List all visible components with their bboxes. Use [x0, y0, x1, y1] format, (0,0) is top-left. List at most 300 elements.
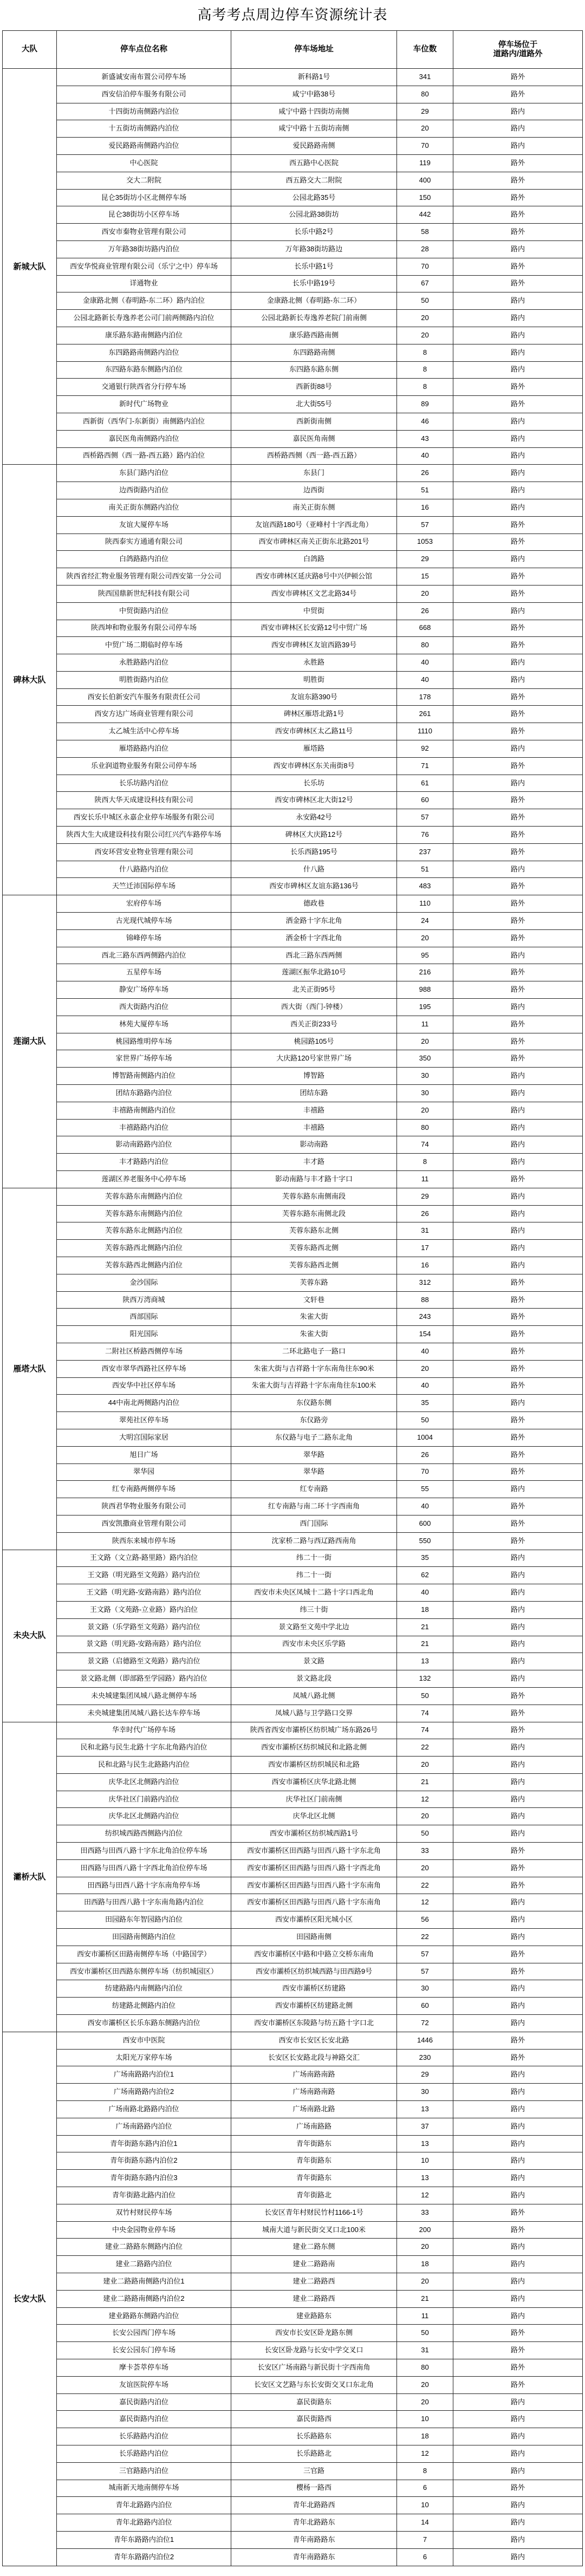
address-cell: 广场南路北路 [231, 2101, 397, 2118]
spot-name-cell: 嘉民街路内泊位 [57, 2394, 231, 2411]
spaces-cell: 29 [397, 103, 453, 121]
spaces-cell: 26 [397, 1447, 453, 1464]
spot-name-cell: 三官路路内泊位 [57, 2463, 231, 2480]
location-cell: 路外 [453, 2342, 583, 2359]
location-cell: 路外 [453, 224, 583, 241]
spot-name-cell: 天竺迁沛国际停车场 [57, 878, 231, 895]
address-cell: 东四路东路东侧 [231, 362, 397, 379]
address-cell: 丰才路 [231, 1154, 397, 1171]
location-cell: 路外 [453, 706, 583, 723]
address-cell: 莲湖区振华北路10号 [231, 964, 397, 981]
spot-name-cell: 芙蓉东路东南侧路内泊位 [57, 1206, 231, 1223]
spot-name-cell: 未央城建集团凤城八路长达车停车场 [57, 1705, 231, 1722]
location-cell: 路外 [453, 689, 583, 706]
spot-name-cell: 西安市灞桥区田路南侧停车场（中路国学） [57, 1946, 231, 1963]
location-cell: 路内 [453, 672, 583, 689]
spot-name-cell: 建业路路东侧路内泊位 [57, 2308, 231, 2325]
location-cell: 路外 [453, 258, 583, 276]
address-cell: 景文路至文苑中学北边 [231, 1619, 397, 1636]
address-cell: 洒金桥十字西北角 [231, 930, 397, 947]
spaces-cell: 20 [397, 1033, 453, 1051]
spaces-cell: 18 [397, 1602, 453, 1619]
spot-name-cell: 长安公园东门停车场 [57, 2342, 231, 2359]
spaces-cell: 11 [397, 1171, 453, 1188]
location-cell: 路内 [453, 2066, 583, 2084]
location-cell: 路内 [453, 2308, 583, 2325]
spaces-cell: 20 [397, 1361, 453, 1378]
location-cell: 路外 [453, 723, 583, 740]
spot-name-cell: 雁塔路路内泊位 [57, 740, 231, 758]
address-cell: 新科路1号 [231, 69, 397, 86]
spot-name-cell: 家世界广场停车场 [57, 1050, 231, 1068]
spaces-cell: 13 [397, 2170, 453, 2187]
spot-name-cell: 爱民路路南侧路内泊位 [57, 138, 231, 155]
spot-name-cell: 西部国际 [57, 1309, 231, 1326]
spot-name-cell: 锦峰停车场 [57, 930, 231, 947]
location-cell: 路外 [453, 2032, 583, 2050]
location-cell: 路内 [453, 1998, 583, 2015]
location-cell: 路外 [453, 964, 583, 981]
address-cell: 长乐路路北 [231, 2445, 397, 2463]
location-cell: 路外 [453, 206, 583, 224]
spot-name-cell: 中央金园物业停车场 [57, 2222, 231, 2239]
spot-name-cell: 青年东路路内泊位2 [57, 2549, 231, 2566]
address-cell: 青年北路路西 [231, 2497, 397, 2514]
address-cell: 西安市碑林区友谊东路136号 [231, 878, 397, 895]
address-cell: 友谊东路390号 [231, 689, 397, 706]
location-cell: 路外 [453, 981, 583, 999]
address-cell: 文轩巷 [231, 1292, 397, 1309]
spaces-cell: 21 [397, 2291, 453, 2308]
address-cell: 长乐中路19号 [231, 276, 397, 293]
location-cell: 路内 [453, 1102, 583, 1120]
brigade-cell: 未央大队 [3, 1550, 57, 1722]
address-cell: 长乐中路1号 [231, 258, 397, 276]
location-cell: 路外 [453, 2204, 583, 2222]
location-cell: 路内 [453, 482, 583, 499]
address-cell: 长安区广场南路与新民街十字西南角 [231, 2359, 397, 2377]
location-cell: 路外 [453, 1515, 583, 1533]
spaces-cell: 20 [397, 120, 453, 138]
spot-name-cell: 十五街坊南侧路内泊位 [57, 120, 231, 138]
address-cell: 建业二路东侧 [231, 2239, 397, 2256]
location-cell: 路内 [453, 1068, 583, 1085]
spot-name-cell: 新时代广场物业 [57, 396, 231, 413]
spot-name-cell: 桃园路维明停车场 [57, 1033, 231, 1051]
spaces-cell: 30 [397, 1980, 453, 1998]
address-cell: 青年北路路东 [231, 2514, 397, 2532]
spaces-cell: 40 [397, 672, 453, 689]
spaces-cell: 178 [397, 689, 453, 706]
address-cell: 凤城八路北侧 [231, 1688, 397, 1705]
spot-name-cell: 青年北路路内泊位 [57, 2497, 231, 2514]
spaces-cell: 26 [397, 603, 453, 620]
location-cell: 路外 [453, 930, 583, 947]
spaces-cell: 400 [397, 172, 453, 190]
spot-name-cell: 西安信泊停车服务有限公司 [57, 86, 231, 103]
spot-name-cell: 莲湖区养老服务中心停车场 [57, 1171, 231, 1188]
brigade-cell: 雁塔大队 [3, 1188, 57, 1550]
spot-name-cell: 陕西君华物业服务有限公司 [57, 1498, 231, 1515]
address-cell: 西新街南侧 [231, 413, 397, 431]
location-cell: 路外 [453, 1447, 583, 1464]
address-cell: 广场南路南路 [231, 2066, 397, 2084]
spot-name-cell: 边西街路内泊位 [57, 482, 231, 499]
spot-name-cell: 友谊大厦停车场 [57, 517, 231, 534]
brigade-cell: 长安大队 [3, 2032, 57, 2566]
spot-name-cell: 西安凯撒商业管理有限公司 [57, 1515, 231, 1533]
location-cell: 路外 [453, 1688, 583, 1705]
spaces-cell: 8 [397, 362, 453, 379]
spaces-cell: 243 [397, 1309, 453, 1326]
location-cell: 路外 [453, 586, 583, 603]
spot-name-cell: 大明宫国际家居 [57, 1429, 231, 1447]
address-cell: 二环北路电子一路口 [231, 1343, 397, 1361]
spot-name-cell: 交通银行陕西省分行停车场 [57, 379, 231, 396]
spaces-cell: 50 [397, 1825, 453, 1843]
address-cell: 西安市未央区凤城十二路十字口西北角 [231, 1584, 397, 1602]
location-cell: 路外 [453, 827, 583, 844]
address-cell: 雁塔路 [231, 740, 397, 758]
spot-name-cell: 什八路路内泊位 [57, 861, 231, 879]
location-cell: 路内 [453, 292, 583, 310]
spaces-cell: 1446 [397, 2032, 453, 2050]
location-cell: 路内 [453, 1136, 583, 1154]
location-cell: 路外 [453, 1705, 583, 1722]
spot-name-cell: 西安市灞桥区长乐东路东侧路内泊位 [57, 2015, 231, 2032]
spaces-cell: 60 [397, 792, 453, 809]
spaces-cell: 22 [397, 1929, 453, 1946]
spaces-cell: 29 [397, 551, 453, 568]
address-cell: 丰禧路 [231, 1120, 397, 1137]
address-cell: 西安市碑林区东关南街8号 [231, 758, 397, 775]
location-cell: 路外 [453, 1429, 583, 1447]
spaces-cell: 216 [397, 964, 453, 981]
location-cell: 路外 [453, 620, 583, 638]
location-cell: 路内 [453, 603, 583, 620]
spot-name-cell: 民和北路与民生北路路内泊位 [57, 1757, 231, 1774]
location-cell: 路内 [453, 2428, 583, 2445]
address-cell: 北关正街95号 [231, 981, 397, 999]
spot-name-cell: 未央城建集团凤城八路北侧停车场 [57, 1688, 231, 1705]
location-cell: 路外 [453, 69, 583, 86]
address-cell: 西安市长安区卧龙路东侧 [231, 2325, 397, 2342]
spaces-cell: 11 [397, 2308, 453, 2325]
spot-name-cell: 西安华中社区停车场 [57, 1378, 231, 1395]
spaces-cell: 442 [397, 206, 453, 224]
address-cell: 东仪路与电子二路东北角 [231, 1429, 397, 1447]
spaces-cell: 40 [397, 654, 453, 672]
location-cell: 路外 [453, 1860, 583, 1877]
brigade-cell: 新城大队 [3, 69, 57, 465]
spot-name-cell: 王文路（文苑路-立业路）路内泊位 [57, 1602, 231, 1619]
address-cell: 西安市碑林区太乙路11号 [231, 723, 397, 740]
location-cell: 路内 [453, 1757, 583, 1774]
location-cell: 路外 [453, 637, 583, 654]
location-cell: 路内 [453, 1808, 583, 1825]
spot-name-cell: 太乙城生活中心停车场 [57, 723, 231, 740]
location-cell: 路外 [453, 844, 583, 861]
address-cell: 西安市灞桥区阳光城小区 [231, 1911, 397, 1929]
address-cell: 朱雀大街 [231, 1326, 397, 1343]
address-cell: 庆华社区门前南侧 [231, 1791, 397, 1809]
address-cell: 东县门 [231, 465, 397, 482]
address-cell: 广场南路路 [231, 2118, 397, 2136]
spaces-cell: 70 [397, 1464, 453, 1481]
address-cell: 纬二十一街 [231, 1567, 397, 1584]
spot-name-cell: 长安公园西门停车场 [57, 2325, 231, 2342]
spot-name-cell: 金康路北侧（春明路-东二环）路内泊位 [57, 292, 231, 310]
spaces-cell: 668 [397, 620, 453, 638]
address-cell: 长安区长安路北段与神路交汇 [231, 2050, 397, 2067]
header-location [453, 31, 583, 69]
spaces-cell: 312 [397, 1274, 453, 1292]
header-brigade [3, 31, 57, 69]
address-cell: 景文路北段 [231, 1670, 397, 1688]
address-cell: 长乐路路东 [231, 2428, 397, 2445]
spot-name-cell: 摩卡荟萃停车场 [57, 2359, 231, 2377]
spot-name-cell: 西安市翠华西路社区停车场 [57, 1361, 231, 1378]
address-cell: 景文路 [231, 1653, 397, 1670]
spaces-cell: 89 [397, 396, 453, 413]
spaces-cell: 51 [397, 482, 453, 499]
spot-name-cell: 王文路（明光路至文苑路）路内泊位 [57, 1567, 231, 1584]
address-cell: 芙蓉东路东南侧北段 [231, 1206, 397, 1223]
address-cell: 西安市灞桥区纺建路北侧 [231, 1998, 397, 2015]
address-cell: 田园路南侧 [231, 1929, 397, 1946]
location-cell: 路内 [453, 1636, 583, 1654]
spot-name-cell: 红专南路两侧停车场 [57, 1481, 231, 1498]
address-cell: 西安市长安区长安北路 [231, 2032, 397, 2050]
spaces-cell: 74 [397, 1705, 453, 1722]
location-cell: 路外 [453, 1033, 583, 1051]
location-cell: 路内 [453, 2273, 583, 2291]
spot-name-cell: 万年路38街坊路内泊位 [57, 241, 231, 258]
spaces-cell: 7 [397, 2532, 453, 2549]
spot-name-cell: 金沙国际 [57, 1274, 231, 1292]
spaces-cell: 26 [397, 1206, 453, 1223]
spaces-cell: 62 [397, 1567, 453, 1584]
location-cell: 路外 [453, 2222, 583, 2239]
spot-name-cell: 西安方达广场商业管理有限公司 [57, 706, 231, 723]
spaces-cell: 8 [397, 379, 453, 396]
location-cell: 路内 [453, 1653, 583, 1670]
spaces-cell: 61 [397, 775, 453, 792]
location-cell: 路内 [453, 1120, 583, 1137]
spot-name-cell: 纺织城西路西侧路内泊位 [57, 1825, 231, 1843]
spot-name-cell: 宏府停车场 [57, 895, 231, 913]
address-cell: 西关正街233号 [231, 1016, 397, 1033]
spot-name-cell: 丰禧路路内泊位 [57, 1120, 231, 1137]
spaces-cell: 15 [397, 568, 453, 586]
spot-name-cell: 芙蓉东路东南侧路内泊位 [57, 1188, 231, 1206]
address-cell: 博智路 [231, 1068, 397, 1085]
location-cell: 路内 [453, 465, 583, 482]
spaces-cell: 37 [397, 2118, 453, 2136]
spot-name-cell: 陕西东来城市停车场 [57, 1533, 231, 1550]
spot-name-cell: 西新街（西华门-东新街）南侧路内泊位 [57, 413, 231, 431]
spaces-cell: 57 [397, 809, 453, 827]
spot-name-cell: 芙蓉东路东北侧路内泊位 [57, 1222, 231, 1240]
spot-name-cell: 五星停车场 [57, 964, 231, 981]
spot-name-cell: 田西路与田西八路十字西北角泊位停车场 [57, 1860, 231, 1877]
location-cell: 路外 [453, 1963, 583, 1981]
address-cell: 影动南路 [231, 1136, 397, 1154]
spaces-cell: 95 [397, 947, 453, 965]
address-cell: 长安区文艺路与东长安街交叉口东北角 [231, 2377, 397, 2394]
spaces-cell: 8 [397, 2463, 453, 2480]
header-spot-name-label: 停车点位名称 [120, 45, 167, 54]
spaces-cell: 16 [397, 1257, 453, 1274]
spot-name-cell: 影动南路路内泊位 [57, 1136, 231, 1154]
address-cell: 咸宁中路十四街坊南侧 [231, 103, 397, 121]
spot-name-cell: 陕西省经汇物业服务管理有限公司西安第一分公司 [57, 568, 231, 586]
address-cell: 碑林区大庆路12号 [231, 827, 397, 844]
header-spaces [397, 31, 453, 69]
spaces-cell: 71 [397, 758, 453, 775]
spaces-cell: 341 [397, 69, 453, 86]
location-cell: 路内 [453, 1911, 583, 1929]
spaces-cell: 8 [397, 344, 453, 362]
address-cell: 大庆路120号家世界广场 [231, 1050, 397, 1068]
location-cell: 路外 [453, 1274, 583, 1292]
location-cell: 路内 [453, 1894, 583, 1911]
spot-name-cell: 东四路东路东侧路内泊位 [57, 362, 231, 379]
spaces-cell: 14 [397, 2514, 453, 2532]
page-title: 高考考点周边停车资源统计表 [197, 7, 388, 23]
spaces-cell: 261 [397, 706, 453, 723]
spot-name-cell: 昆仑35街坊小区北侧停车场 [57, 190, 231, 207]
spot-name-cell: 新盛诚安南布置公司停车场 [57, 69, 231, 86]
parking-table [2, 30, 583, 2566]
header-location-line1: 停车场位于 [498, 40, 538, 49]
spaces-cell: 29 [397, 1188, 453, 1206]
spot-name-cell: 团结东路路内泊位 [57, 1085, 231, 1102]
spot-name-cell: 西安长伯新安汽车服务有限责任公司 [57, 689, 231, 706]
location-cell: 路内 [453, 2394, 583, 2411]
address-cell: 北大街55号 [231, 396, 397, 413]
address-cell: 西安市灞桥区纺织城西路与田西路9号 [231, 1963, 397, 1981]
spot-name-cell: 嘉民街路内泊位 [57, 2411, 231, 2428]
spot-name-cell: 旭日广场 [57, 1447, 231, 1464]
spaces-cell: 12 [397, 1791, 453, 1809]
location-cell: 路外 [453, 1533, 583, 1550]
spaces-cell: 10 [397, 2152, 453, 2170]
spot-name-cell: 康乐路东路南侧路内泊位 [57, 327, 231, 344]
address-cell: 广场南路南路 [231, 2084, 397, 2101]
spot-name-cell: 陕西泰实方通通有限公司 [57, 534, 231, 551]
address-cell: 建业二路路南 [231, 2256, 397, 2273]
location-cell: 路内 [453, 1188, 583, 1206]
spot-name-cell: 长乐路路内泊位 [57, 2428, 231, 2445]
address-cell: 庆华北区北侧 [231, 1808, 397, 1825]
address-cell: 西五路交大二附院 [231, 172, 397, 190]
spot-name-cell: 公园北路新长寿逸养老公司门前两侧路内泊位 [57, 310, 231, 327]
location-cell: 路内 [453, 1584, 583, 1602]
location-cell: 路外 [453, 2050, 583, 2067]
spaces-cell: 483 [397, 878, 453, 895]
location-cell: 路内 [453, 1980, 583, 1998]
spaces-cell: 20 [397, 2239, 453, 2256]
spaces-cell: 43 [397, 431, 453, 448]
address-cell: 丰禧路 [231, 1102, 397, 1120]
location-cell: 路内 [453, 2015, 583, 2032]
location-cell: 路内 [453, 1154, 583, 1171]
location-cell: 路外 [453, 1378, 583, 1395]
spot-name-cell: 庆华社区门前路内泊位 [57, 1791, 231, 1809]
location-cell: 路内 [453, 1395, 583, 1412]
location-cell: 路外 [453, 568, 583, 586]
spaces-cell: 30 [397, 1085, 453, 1102]
address-cell: 西安市碑林区南关正街东北路201号 [231, 534, 397, 551]
address-cell: 西安市碑林区延庆路8号中兴伊顿公馆 [231, 568, 397, 586]
spaces-cell: 150 [397, 190, 453, 207]
location-cell: 路外 [453, 1171, 583, 1188]
spot-name-cell: 建业二路路南侧路内泊位2 [57, 2291, 231, 2308]
spot-name-cell: 双竹村财民停车场 [57, 2204, 231, 2222]
spot-name-cell: 博智路南侧路内泊位 [57, 1068, 231, 1085]
spot-name-cell: 景文路（明光路-安路南路）路内泊位 [57, 1636, 231, 1654]
location-cell: 路外 [453, 895, 583, 913]
spot-name-cell: 明胜街路内泊位 [57, 672, 231, 689]
location-cell: 路外 [453, 1722, 583, 1740]
location-cell: 路内 [453, 1929, 583, 1946]
spot-name-cell: 中贸广场二期临时停车场 [57, 637, 231, 654]
address-cell: 建业路路东 [231, 2308, 397, 2325]
location-cell: 路外 [453, 190, 583, 207]
location-cell: 路外 [453, 534, 583, 551]
location-cell: 路外 [453, 517, 583, 534]
address-cell: 西安市灞桥区纺建路 [231, 1980, 397, 1998]
address-cell: 嘉民医角南侧 [231, 431, 397, 448]
spot-name-cell: 丰才路路内泊位 [57, 1154, 231, 1171]
spot-name-cell: 嘉民医角南侧路内泊位 [57, 431, 231, 448]
location-cell: 路外 [453, 809, 583, 827]
spaces-cell: 50 [397, 1688, 453, 1705]
spot-name-cell: 长乐路路内泊位 [57, 2445, 231, 2463]
address-cell: 长安区青年村财民竹村1166-1号 [231, 2204, 397, 2222]
location-cell: 路内 [453, 999, 583, 1016]
location-cell: 路内 [453, 448, 583, 465]
location-cell: 路外 [453, 2325, 583, 2342]
spaces-cell: 13 [397, 2136, 453, 2153]
spot-name-cell: 纺建路路内南侧路内泊位 [57, 1980, 231, 1998]
location-cell: 路外 [453, 396, 583, 413]
spot-name-cell: 白鸽路路内泊位 [57, 551, 231, 568]
address-cell: 白鸽路 [231, 551, 397, 568]
spot-name-cell: 建业二路路内泊位 [57, 2256, 231, 2273]
header-address-label: 停车场地址 [294, 45, 334, 54]
address-cell: 西大街（西门-钟楼） [231, 999, 397, 1016]
address-cell: 长乐西路195号 [231, 844, 397, 861]
location-cell: 路外 [453, 1843, 583, 1860]
location-cell: 路外 [453, 1326, 583, 1343]
address-cell: 桃园路105号 [231, 1033, 397, 1051]
spot-name-cell: 太阳光万家停车场 [57, 2050, 231, 2067]
location-cell: 路内 [453, 2170, 583, 2187]
spaces-cell: 40 [397, 1498, 453, 1515]
address-cell: 建业二路路西 [231, 2291, 397, 2308]
location-cell: 路内 [453, 2549, 583, 2566]
spot-name-cell: 44中南北两侧路内泊位 [57, 1395, 231, 1412]
spot-name-cell: 古光现代城停车场 [57, 913, 231, 930]
location-cell: 路内 [453, 2497, 583, 2514]
spaces-cell: 8 [397, 1154, 453, 1171]
address-cell: 芙蓉东路东南侧南段 [231, 1188, 397, 1206]
location-cell: 路内 [453, 2463, 583, 2480]
location-cell: 路外 [453, 1016, 583, 1033]
spot-name-cell: 广场南路路内泊位 [57, 2118, 231, 2136]
